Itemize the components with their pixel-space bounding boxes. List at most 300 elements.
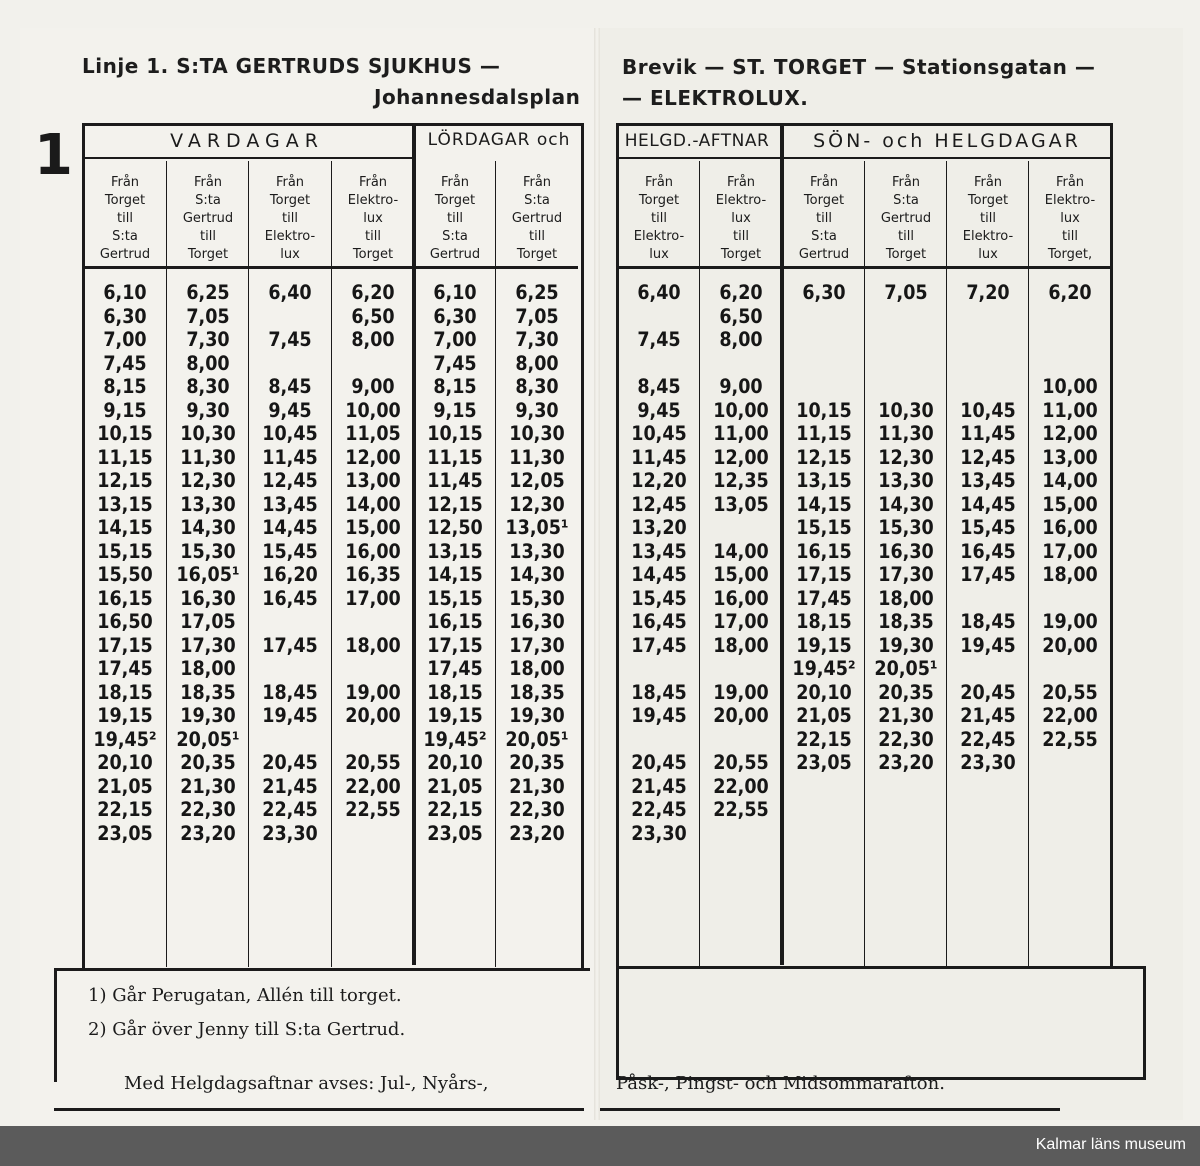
time-cell — [249, 610, 331, 634]
time-cell: 10,45 — [960, 398, 1016, 422]
time-cell — [618, 728, 700, 752]
time-cell: 13,00 — [1042, 445, 1098, 469]
time-cell: 12,00 — [345, 445, 401, 469]
time-cell: 18,00 — [180, 657, 236, 680]
time-cell: 22,45 — [631, 798, 687, 821]
time-cell — [249, 728, 331, 752]
time-column — [496, 281, 578, 845]
time-cell — [700, 352, 782, 376]
time-cell: 19,15 — [97, 704, 153, 727]
time-cell — [332, 657, 414, 681]
time-cell — [618, 352, 700, 376]
time-cell: 18,45 — [631, 680, 687, 704]
time-cell: 23,20 — [180, 821, 236, 845]
time-cell — [332, 822, 414, 846]
time-cell: 14,45 — [960, 492, 1016, 516]
time-cell: 9,45 — [268, 398, 312, 422]
time-cell: 16,15 — [427, 610, 483, 633]
time-cell — [1029, 305, 1111, 329]
time-cell: 18,15 — [97, 680, 153, 704]
time-cell: 16,50 — [97, 610, 153, 633]
time-cell: 7,20 — [966, 281, 1010, 304]
time-cell: 16,30 — [878, 539, 934, 563]
time-cell: 19,45² — [423, 727, 487, 751]
time-cell: 21,30 — [509, 774, 565, 798]
notes-box-right — [616, 966, 1146, 1080]
time-cell: 14,15 — [796, 492, 852, 516]
time-cell: 13,45 — [262, 492, 318, 516]
time-cell: 10,00 — [713, 398, 769, 422]
time-cell — [865, 775, 947, 799]
col-head: Från S:ta Gertrud till Torget — [511, 175, 563, 262]
time-cell: 9,45 — [637, 398, 681, 422]
time-cell: 22,30 — [878, 727, 934, 751]
time-cell: 18,00 — [713, 633, 769, 657]
time-cell — [1029, 775, 1111, 799]
time-cell: 23,30 — [631, 821, 687, 845]
time-cell — [783, 328, 865, 352]
time-cell: 15,45 — [262, 539, 318, 563]
time-cell: 15,30 — [509, 586, 565, 610]
time-column — [332, 281, 414, 845]
time-cell: 22,45 — [262, 798, 318, 821]
time-cell: 11,05 — [345, 422, 401, 445]
left-group-rule — [82, 157, 412, 159]
time-cell: 19,15 — [796, 633, 852, 657]
time-cell: 21,30 — [878, 704, 934, 727]
time-cell: 16,35 — [345, 563, 401, 586]
time-cell — [332, 728, 414, 752]
time-cell — [700, 516, 782, 540]
time-cell: 9,15 — [103, 398, 147, 422]
time-cell: 18,35 — [180, 680, 236, 704]
time-cell — [1029, 751, 1111, 775]
time-cell: 13,05¹ — [505, 516, 569, 539]
time-cell: 21,05 — [796, 704, 852, 727]
time-cell: 6,30 — [802, 281, 846, 304]
time-cell: 22,55 — [713, 798, 769, 821]
time-cell: 6,40 — [268, 281, 312, 304]
time-cell — [947, 657, 1029, 681]
time-cell — [947, 798, 1029, 822]
time-cell: 6,10 — [433, 281, 477, 304]
time-cell: 13,30 — [509, 539, 565, 563]
time-cell: 20,05¹ — [874, 657, 938, 680]
time-cell: 20,00 — [713, 704, 769, 727]
time-cell — [1029, 798, 1111, 822]
time-cell — [249, 657, 331, 681]
time-cell — [947, 375, 1029, 399]
time-cell: 6,30 — [433, 304, 477, 328]
time-cell — [1029, 822, 1111, 846]
time-cell: 8,30 — [186, 375, 230, 398]
time-cell: 15,50 — [97, 563, 153, 586]
time-cell: 15,00 — [345, 516, 401, 539]
time-cell: 22,00 — [713, 774, 769, 798]
time-cell — [947, 775, 1029, 799]
time-cell: 13,45 — [631, 539, 687, 563]
time-cell: 7,30 — [515, 328, 559, 351]
bottom-rule-right — [600, 1108, 1060, 1111]
time-cell: 11,15 — [427, 445, 483, 469]
time-cell: 7,05 — [884, 281, 928, 304]
time-cell: 19,30 — [878, 633, 934, 657]
time-cell: 11,45 — [262, 445, 318, 469]
col-head: Från Torget till S:ta Gertrud — [99, 175, 151, 262]
time-cell: 12,15 — [427, 492, 483, 516]
time-cell — [783, 775, 865, 799]
time-cell: 14,30 — [878, 492, 934, 516]
time-cell: 13,15 — [97, 492, 153, 516]
time-cell: 21,05 — [97, 774, 153, 798]
time-cell: 17,15 — [796, 563, 852, 586]
time-cell: 12,00 — [1042, 422, 1098, 445]
time-cell: 22,55 — [1042, 727, 1098, 751]
time-cell — [947, 587, 1029, 611]
time-cell: 20,45 — [262, 751, 318, 774]
time-cell: 6,50 — [719, 304, 763, 328]
time-cell: 10,15 — [796, 398, 852, 422]
time-cell: 12,00 — [713, 445, 769, 469]
time-cell: 6,20 — [351, 281, 395, 304]
time-cell — [783, 798, 865, 822]
time-cell — [700, 728, 782, 752]
time-cell — [865, 352, 947, 376]
time-cell: 12,15 — [796, 445, 852, 469]
time-cell: 8,30 — [515, 375, 559, 398]
time-cell: 6,25 — [515, 281, 559, 304]
time-cell: 22,00 — [1042, 704, 1098, 727]
time-cell: 7,45 — [103, 351, 147, 375]
time-cell: 11,45 — [631, 445, 687, 469]
time-cell: 14,30 — [509, 563, 565, 586]
time-cell: 19,45² — [792, 657, 856, 680]
time-cell — [249, 352, 331, 376]
left-header-rule — [82, 266, 578, 269]
col-head: Från Torget till S:ta Gertrud — [429, 175, 481, 262]
col-head: Från Elektro- lux till Torget — [347, 175, 399, 262]
time-cell: 19,30 — [509, 704, 565, 727]
time-cell: 17,30 — [878, 563, 934, 586]
time-cell: 21,30 — [180, 774, 236, 798]
time-cell: 22,30 — [180, 798, 236, 821]
time-cell: 16,45 — [631, 610, 687, 633]
time-cell: 18,00 — [878, 586, 934, 610]
time-cell: 19,00 — [1042, 610, 1098, 633]
time-cell: 11,15 — [97, 445, 153, 469]
col-head: Från S:ta Gertrud till Torget — [182, 175, 234, 262]
time-cell: 22,30 — [509, 798, 565, 821]
time-cell: 8,15 — [433, 375, 477, 398]
time-column — [700, 281, 782, 845]
time-cell: 20,35 — [180, 751, 236, 774]
time-cell: 22,00 — [345, 774, 401, 798]
time-cell: 18,45 — [262, 680, 318, 704]
time-column — [414, 281, 496, 845]
time-cell: 10,30 — [180, 422, 236, 445]
time-cell: 16,45 — [262, 586, 318, 610]
time-cell: 19,00 — [345, 680, 401, 704]
time-cell: 18,35 — [878, 610, 934, 633]
time-cell: 12,50 — [427, 516, 483, 539]
time-cell: 20,35 — [878, 680, 934, 704]
group-helgd-aftnar: HELGD.-AFTNAR — [624, 131, 770, 151]
time-cell: 16,15 — [97, 586, 153, 610]
time-cell: 6,10 — [103, 281, 147, 304]
time-cell: 16,45 — [960, 539, 1016, 563]
time-cell: 19,15 — [427, 704, 483, 727]
time-cell: 20,45 — [631, 751, 687, 774]
time-cell: 14,00 — [345, 492, 401, 516]
time-cell: 8,45 — [268, 375, 312, 398]
group-vardagar: VARDAGAR — [170, 130, 324, 152]
time-cell: 10,15 — [427, 422, 483, 445]
group-lordagar: LÖRDAGAR och — [427, 130, 571, 150]
time-cell — [1029, 657, 1111, 681]
time-cell: 14,00 — [713, 539, 769, 563]
time-cell: 17,30 — [180, 633, 236, 657]
time-cell: 20,05¹ — [505, 727, 569, 751]
time-cell: 8,00 — [719, 328, 763, 351]
time-cell: 8,45 — [637, 375, 681, 398]
time-cell: 11,15 — [796, 422, 852, 445]
time-cell: 18,35 — [509, 680, 565, 704]
time-cell — [618, 305, 700, 329]
time-cell: 17,15 — [427, 633, 483, 657]
time-cell: 12,30 — [180, 469, 236, 492]
time-cell: 18,15 — [427, 680, 483, 704]
time-cell: 9,15 — [433, 398, 477, 422]
footnote-1: 1) Går Perugatan, Allén till torget. — [88, 985, 402, 1006]
page-fold — [594, 28, 600, 1120]
time-cell: 6,20 — [719, 281, 763, 304]
time-cell: 20,10 — [97, 751, 153, 774]
time-cell: 20,10 — [796, 680, 852, 704]
holiday-note-left: Med Helgdagsaftnar avses: Jul-, Nyårs-, — [124, 1073, 489, 1094]
time-cell: 9,30 — [186, 398, 230, 422]
time-cell: 13,15 — [427, 539, 483, 563]
time-cell: 12,35 — [713, 469, 769, 492]
time-cell: 6,20 — [1048, 281, 1092, 304]
time-cell: 15,15 — [796, 516, 852, 539]
time-cell: 22,15 — [427, 798, 483, 821]
time-cell: 17,00 — [713, 610, 769, 633]
time-cell: 19,30 — [180, 704, 236, 727]
time-cell: 12,20 — [631, 469, 687, 492]
time-cell: 13,30 — [878, 469, 934, 492]
time-cell: 22,15 — [796, 727, 852, 751]
time-column — [84, 281, 166, 845]
time-cell: 11,00 — [1042, 398, 1098, 422]
time-cell: 7,30 — [186, 328, 230, 351]
time-cell: 16,00 — [713, 586, 769, 610]
time-cell: 13,05 — [713, 492, 769, 516]
time-cell: 17,45 — [796, 586, 852, 610]
time-cell: 10,00 — [1042, 375, 1098, 398]
time-cell: 13,00 — [345, 469, 401, 492]
col-head: Från Torget till S:ta Gertrud — [798, 175, 850, 262]
time-column — [249, 281, 331, 845]
time-cell: 21,45 — [262, 774, 318, 798]
time-cell: 16,15 — [796, 539, 852, 563]
time-cell: 17,00 — [1042, 539, 1098, 563]
time-cell: 8,00 — [515, 351, 559, 375]
time-cell: 22,45 — [960, 727, 1016, 751]
time-cell: 20,55 — [345, 751, 401, 774]
time-cell — [618, 657, 700, 681]
time-cell: 18,00 — [345, 633, 401, 657]
time-cell: 15,00 — [713, 563, 769, 586]
group-son-helgdagar: SÖN- och HELGDAGAR — [813, 130, 1081, 152]
time-cell: 18,00 — [1042, 563, 1098, 586]
time-cell: 9,00 — [351, 375, 395, 398]
time-cell: 23,05 — [427, 821, 483, 845]
time-cell — [783, 375, 865, 399]
time-cell: 20,55 — [1042, 680, 1098, 704]
time-cell — [249, 305, 331, 329]
time-cell: 21,45 — [960, 704, 1016, 727]
time-cell: 17,45 — [262, 633, 318, 657]
time-cell: 12,45 — [631, 492, 687, 516]
time-cell: 18,15 — [796, 610, 852, 633]
route-title-left-end: Johannesdalsplan — [374, 85, 581, 109]
time-cell: 13,15 — [796, 469, 852, 492]
time-cell: 20,10 — [427, 751, 483, 774]
time-cell — [783, 305, 865, 329]
time-cell: 21,05 — [427, 774, 483, 798]
time-cell: 16,30 — [180, 586, 236, 610]
credit-bar — [0, 1126, 1200, 1166]
time-column — [865, 281, 947, 845]
right-header-rule — [616, 266, 1110, 269]
time-cell: 11,30 — [878, 422, 934, 445]
time-cell: 10,15 — [97, 422, 153, 445]
time-cell — [1029, 328, 1111, 352]
time-cell: 8,00 — [186, 351, 230, 375]
time-cell: 19,00 — [713, 680, 769, 704]
museum-credit: Kalmar läns museum — [1035, 1136, 1186, 1153]
time-cell — [700, 657, 782, 681]
bottom-rule-left — [54, 1108, 584, 1111]
time-cell: 9,30 — [515, 398, 559, 422]
time-cell — [865, 305, 947, 329]
time-cell: 15,30 — [878, 516, 934, 539]
time-cell: 15,15 — [97, 539, 153, 563]
time-cell — [865, 328, 947, 352]
time-cell: 6,40 — [637, 281, 681, 304]
footnote-2: 2) Går över Jenny till S:ta Gertrud. — [88, 1019, 406, 1040]
time-cell: 7,00 — [433, 328, 477, 351]
time-cell — [783, 822, 865, 846]
time-cell: 11,30 — [180, 445, 236, 469]
route-title-left: Linje 1. S:TA GERTRUDS SJUKHUS — — [82, 54, 501, 78]
route-number: 1 — [34, 123, 73, 188]
time-cell: 10,30 — [509, 422, 565, 445]
time-cell: 11,00 — [713, 422, 769, 445]
time-cell: 15,15 — [427, 586, 483, 610]
time-cell — [865, 375, 947, 399]
col-head: Från S:ta Gertrud till Torget — [880, 175, 932, 262]
time-cell: 17,30 — [509, 633, 565, 657]
time-cell: 6,25 — [186, 281, 230, 304]
time-cell: 7,05 — [186, 304, 230, 328]
time-cell: 14,15 — [427, 563, 483, 586]
col-head: Från Torget till Elektro- lux — [264, 175, 316, 262]
time-cell: 17,45 — [427, 657, 483, 680]
time-cell: 8,15 — [103, 375, 147, 398]
time-cell: 6,30 — [103, 304, 147, 328]
time-cell: 10,00 — [345, 398, 401, 422]
time-cell: 19,45 — [960, 633, 1016, 657]
time-cell: 15,30 — [180, 539, 236, 563]
time-cell: 7,45 — [268, 328, 312, 351]
time-cell — [700, 822, 782, 846]
time-cell: 16,20 — [262, 563, 318, 586]
time-cell — [947, 305, 1029, 329]
time-cell: 20,00 — [345, 704, 401, 727]
time-cell: 10,45 — [262, 422, 318, 445]
right-group-rule — [616, 157, 1110, 159]
time-cell: 16,05¹ — [176, 563, 240, 586]
time-cell: 9,00 — [719, 375, 763, 398]
col-head: Från Elektro- lux till Torget — [715, 175, 767, 262]
time-cell — [865, 822, 947, 846]
time-cell — [865, 798, 947, 822]
time-cell: 11,45 — [960, 422, 1016, 445]
time-cell: 16,30 — [509, 610, 565, 633]
time-cell: 14,45 — [262, 516, 318, 539]
time-cell: 18,00 — [509, 657, 565, 680]
time-cell: 17,45 — [960, 563, 1016, 586]
col-head: Från Torget till Elektro- lux — [962, 175, 1014, 262]
time-cell: 20,45 — [960, 680, 1016, 704]
holiday-note-right: Påsk-, Pingst- och Midsommarafton. — [616, 1073, 945, 1094]
time-cell: 18,45 — [960, 610, 1016, 633]
time-cell: 17,15 — [97, 633, 153, 657]
time-cell: 16,00 — [1042, 516, 1098, 539]
time-cell: 22,15 — [97, 798, 153, 821]
time-cell: 23,30 — [262, 821, 318, 845]
time-cell: 19,45 — [631, 704, 687, 727]
time-cell: 13,30 — [180, 492, 236, 516]
time-cell — [332, 352, 414, 376]
time-cell: 12,30 — [878, 445, 934, 469]
time-cell: 10,30 — [878, 398, 934, 422]
route-title-right: Brevik — ST. TORGET — Stationsgatan — — [622, 55, 1096, 79]
time-cell: 15,00 — [1042, 492, 1098, 516]
time-cell: 10,45 — [631, 422, 687, 445]
time-cell: 7,05 — [515, 304, 559, 328]
time-cell: 12,05 — [509, 469, 565, 492]
time-cell: 7,00 — [103, 328, 147, 351]
time-column — [947, 281, 1029, 845]
time-cell: 8,00 — [351, 328, 395, 351]
time-cell: 20,05¹ — [176, 727, 240, 751]
col-head: Från Elektro- lux till Torget, — [1044, 175, 1096, 262]
time-cell: 15,45 — [631, 586, 687, 610]
time-cell: 19,45² — [93, 727, 157, 751]
time-cell: 23,30 — [960, 751, 1016, 774]
time-cell: 20,00 — [1042, 633, 1098, 657]
time-cell — [1029, 587, 1111, 611]
time-cell: 6,50 — [351, 304, 395, 328]
time-cell — [1029, 352, 1111, 376]
time-cell: 7,45 — [637, 328, 681, 351]
time-cell: 13,20 — [631, 516, 687, 539]
time-cell: 19,45 — [262, 704, 318, 727]
time-cell: 12,15 — [97, 469, 153, 492]
time-cell — [332, 610, 414, 634]
